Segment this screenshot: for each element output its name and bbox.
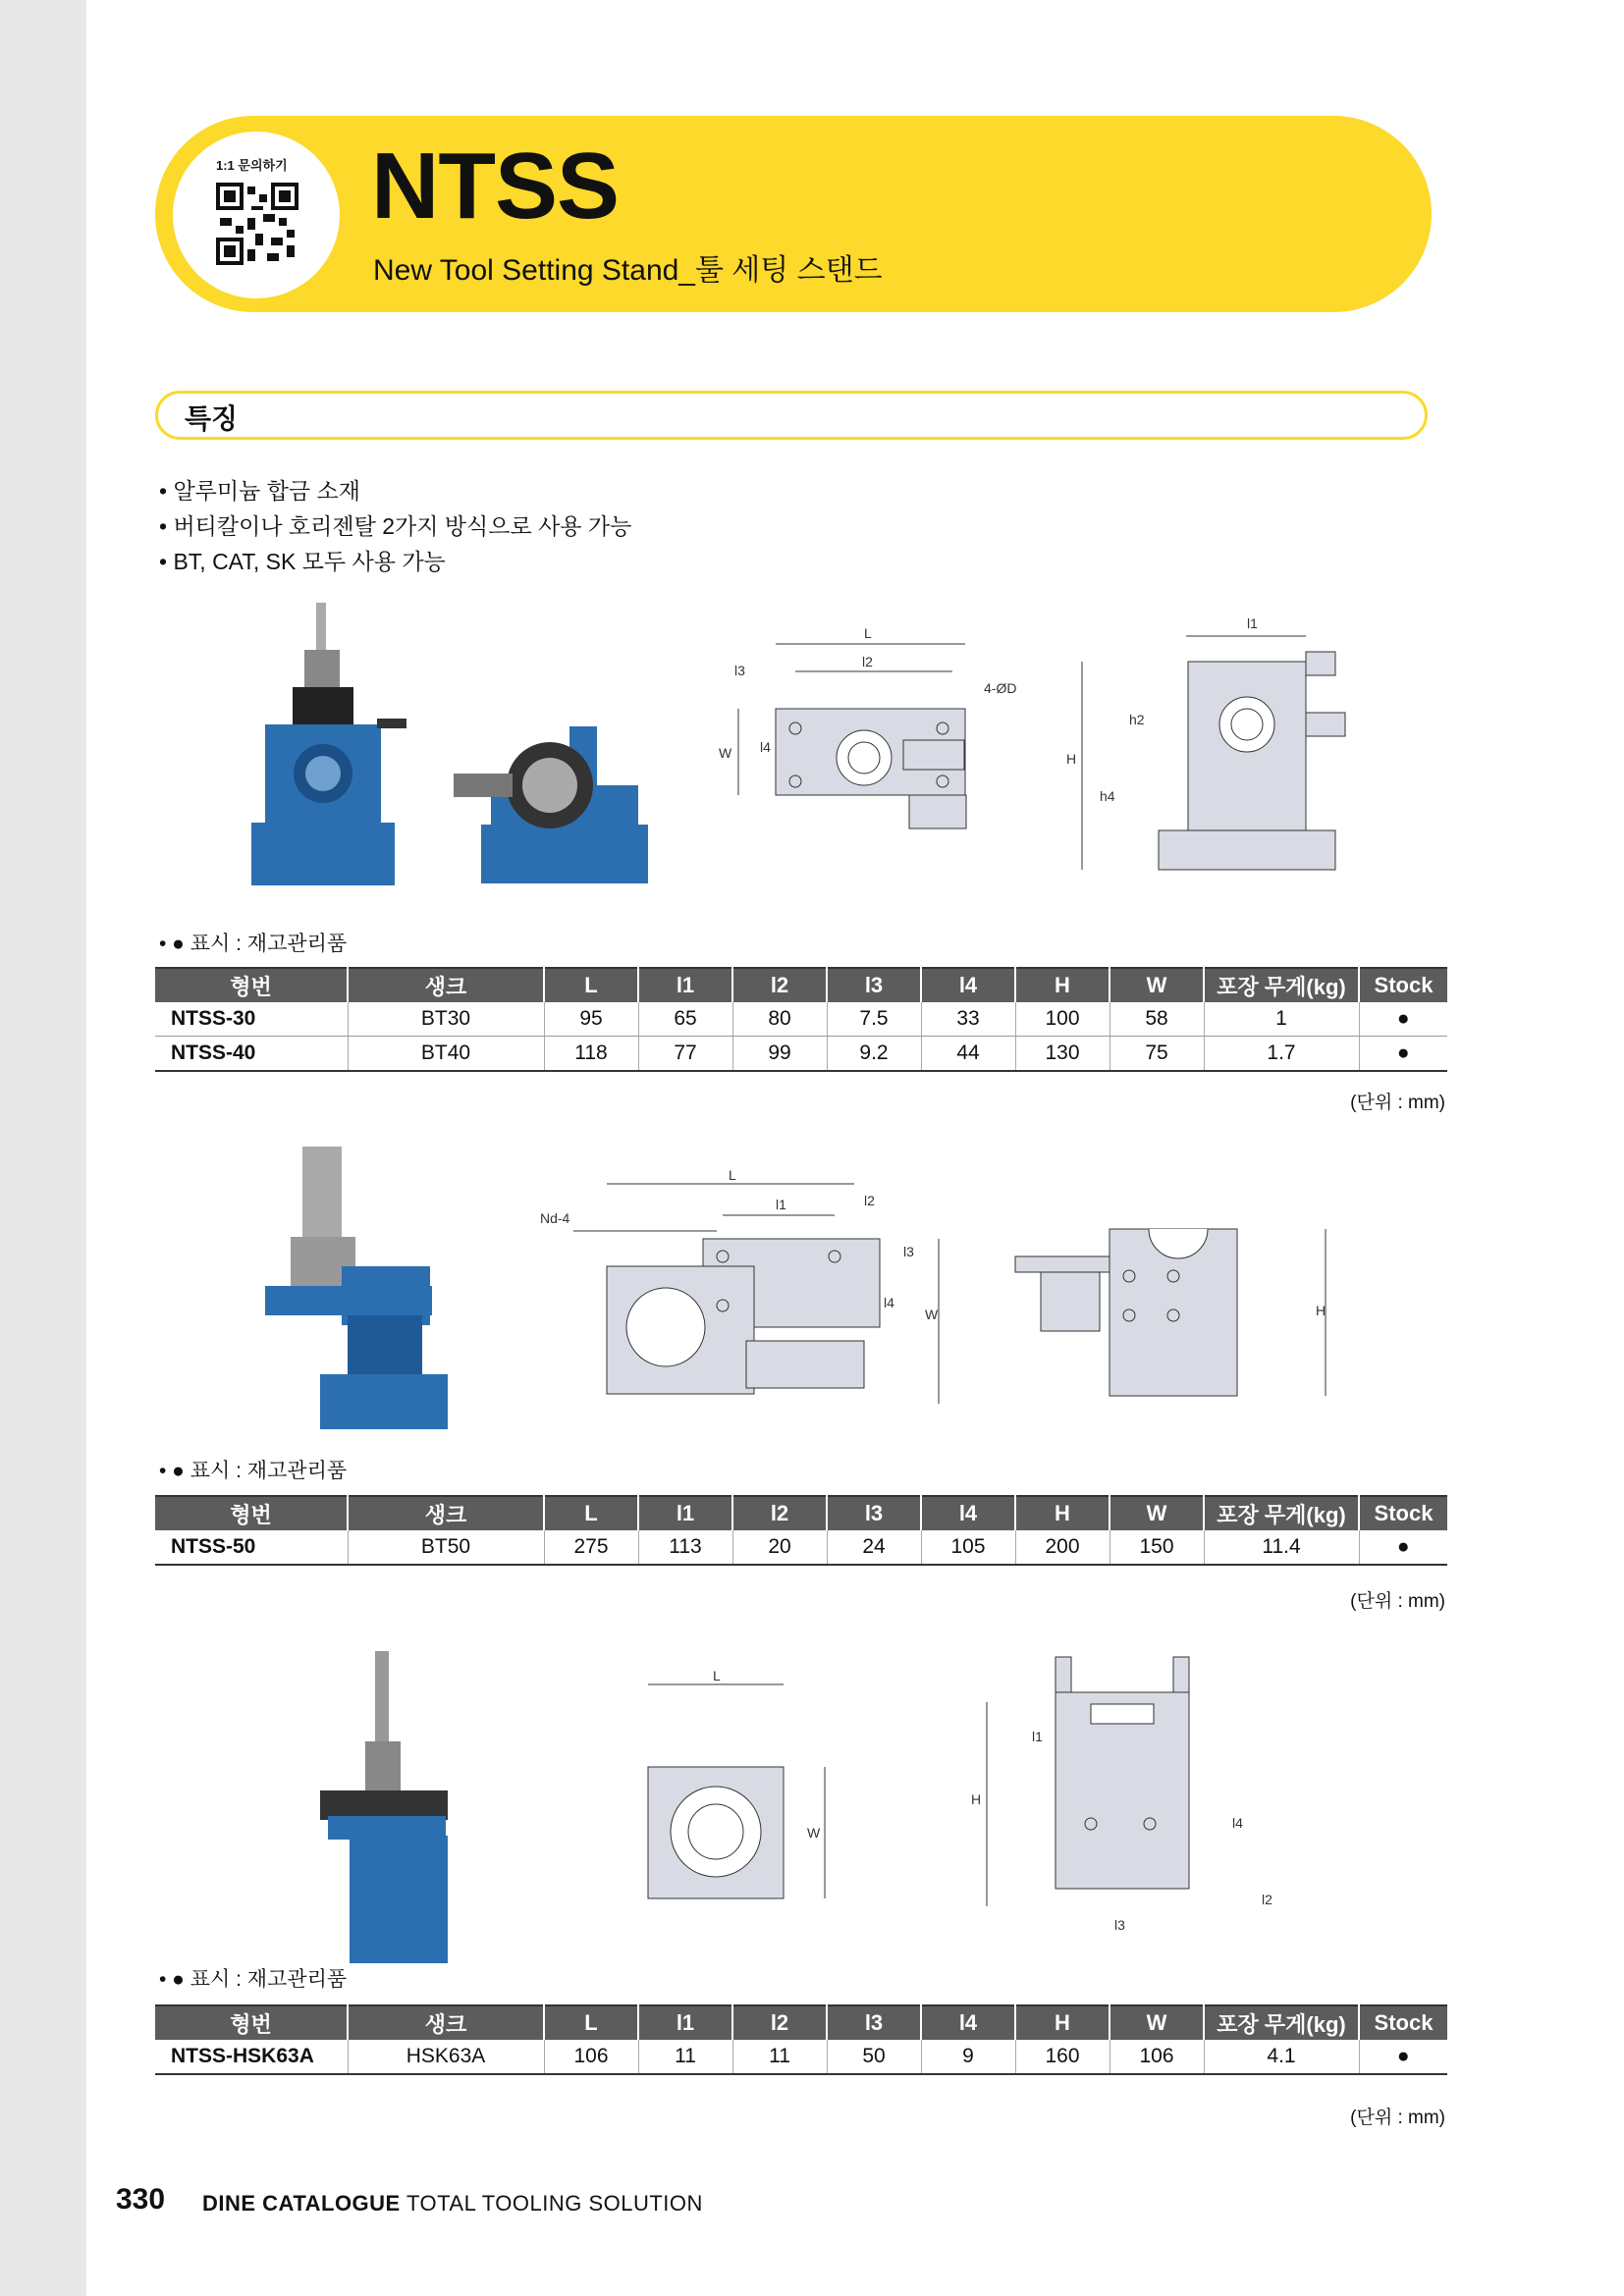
dim-label: L [729,1167,736,1183]
table-cell: 4.1 [1204,2040,1359,2074]
table-cell: 11 [638,2040,732,2074]
table-header-cell: H [1015,1496,1110,1530]
qr-code-icon[interactable] [216,183,298,265]
page-number: 330 [116,2183,166,2216]
product-photo-ntss-50 [253,1139,460,1433]
table-header-cell: l3 [827,2005,921,2040]
table-cell: 160 [1015,2040,1110,2074]
table-cell: 75 [1110,1037,1204,1072]
dim-label: l3 [903,1244,914,1259]
stock-note: • ● 표시 : 재고관리품 [159,933,348,955]
table-row [155,1002,1447,1037]
table-header-cell: 포장 무게(kg) [1204,2005,1359,2040]
table-cell: 99 [732,1037,827,1072]
dim-label: l3 [734,663,745,678]
product-photo-ntss-horizontal [442,707,648,893]
product-photo-ntss-vertical [236,597,412,891]
table-cell: ● [1359,1002,1447,1037]
table-header-cell: W [1110,968,1204,1002]
stock-note: • ● 표시 : 재고관리품 [159,1968,348,1991]
model-code-cell: NTSS-40 [155,1037,348,1072]
table-header-cell: l4 [921,968,1015,1002]
dim-label: W [807,1825,821,1841]
table-cell: 58 [1110,1002,1204,1037]
stock-note: • ● 표시 : 재고관리품 [159,1460,348,1482]
drawing-ntss-top-view [677,618,1017,854]
table-header-cell: l2 [732,1496,827,1530]
table-cell: 105 [921,1530,1015,1565]
table-row [155,2040,1447,2074]
table-header-cell: 생크 [348,2005,544,2040]
table-cell: 150 [1110,1530,1204,1565]
unit-note: (단위 : mm) [1350,1591,1445,1612]
side-strip [0,0,86,2296]
table-cell: 1.7 [1204,1037,1359,1072]
table-header-cell: l3 [827,1496,921,1530]
table-cell: 9 [921,2040,1015,2074]
features-label: 특징 [185,403,239,434]
table-header-cell: l1 [638,1496,732,1530]
table-header-cell: 형번 [155,2005,348,2040]
feature-item: • BT, CAT, SK 모두 사용 가능 [159,544,631,579]
dim-label: Nd-4 [540,1210,570,1226]
dim-label: W [719,745,732,761]
table-header-cell: L [544,1496,638,1530]
table-cell: 77 [638,1037,732,1072]
table-cell: 80 [732,1002,827,1037]
table-cell: 200 [1015,1530,1110,1565]
table-header-cell: l4 [921,1496,1015,1530]
table-cell: 118 [544,1037,638,1072]
dim-label: H [971,1791,982,1807]
footer-brand-bold: DINE CATALOGUE [202,2191,401,2216]
dim-label: l4 [760,739,771,755]
table-cell: 130 [1015,1037,1110,1072]
table-cell: 20 [732,1530,827,1565]
table-row [155,1037,1447,1072]
table-header-cell: l2 [732,968,827,1002]
dim-label: 4-ØD [984,680,1017,696]
table-header-cell: l4 [921,2005,1015,2040]
table-header-cell: 생크 [348,1496,544,1530]
drawing-ntss-hsk63a-top-view [628,1669,844,1904]
page-title: NTSS [371,133,620,239]
table-cell: 65 [638,1002,732,1037]
product-photo-ntss-hsk63a [310,1643,458,1967]
table-cell: ● [1359,1037,1447,1072]
table-cell: 9.2 [827,1037,921,1072]
drawing-ntss-hsk63a-side-view [967,1653,1291,1938]
table-header-cell: 포장 무게(kg) [1204,1496,1359,1530]
table-cell: 275 [544,1530,638,1565]
spec-table-ntss-50 [155,1495,1447,1566]
dim-label: h4 [1100,788,1115,804]
drawing-ntss-side-view [1060,616,1375,880]
dim-label: l4 [1232,1815,1243,1831]
features-header [155,391,1428,440]
model-code-cell: NTSS-30 [155,1002,348,1037]
table-header-cell: W [1110,1496,1204,1530]
table-cell: BT50 [348,1530,544,1565]
table-header-cell: l1 [638,968,732,1002]
unit-note: (단위 : mm) [1350,1093,1445,1113]
table-cell: 113 [638,1530,732,1565]
table-header-cell: l3 [827,968,921,1002]
dim-label: l1 [1032,1729,1043,1744]
dim-label: l3 [1114,1917,1125,1933]
table-header-cell: l1 [638,2005,732,2040]
dim-label: H [1066,751,1077,767]
table-cell: 33 [921,1002,1015,1037]
spec-table-ntss-hsk63a [155,2004,1447,2075]
feature-item: • 알루미늄 합금 소재 [159,473,631,508]
table-header-cell: W [1110,2005,1204,2040]
model-code-cell: NTSS-50 [155,1530,348,1565]
table-header-cell: L [544,2005,638,2040]
dim-label: l2 [864,1193,875,1208]
dim-label: h2 [1129,712,1145,727]
table-cell: 50 [827,2040,921,2074]
dim-label: l4 [884,1295,894,1310]
table-cell: 44 [921,1037,1015,1072]
table-header-cell: l2 [732,2005,827,2040]
table-header-cell: Stock [1359,968,1447,1002]
table-cell: 11.4 [1204,1530,1359,1565]
qr-label: 1:1 문의하기 [216,158,288,173]
features-list [159,473,631,579]
unit-note: (단위 : mm) [1350,2108,1445,2128]
table-cell: 95 [544,1002,638,1037]
drawing-ntss-50-top-view [540,1168,962,1414]
footer-brand-rest: TOTAL TOOLING SOLUTION [400,2191,703,2216]
table-header-cell: 포장 무게(kg) [1204,968,1359,1002]
dim-label: H [1316,1303,1326,1318]
table-cell: ● [1359,2040,1447,2074]
table-cell: 11 [732,2040,827,2074]
dim-label: L [713,1668,721,1683]
dim-label: L [864,625,872,641]
dim-label: l2 [862,654,873,669]
table-cell: 106 [1110,2040,1204,2074]
table-header-cell: 형번 [155,968,348,1002]
table-header-cell: L [544,968,638,1002]
page-subtitle: New Tool Setting Stand_툴 세팅 스탠드 [373,254,883,287]
table-cell: BT30 [348,1002,544,1037]
table-cell: 7.5 [827,1002,921,1037]
table-header-cell: 형번 [155,1496,348,1530]
table-header-cell: H [1015,2005,1110,2040]
dim-label: W [925,1307,939,1322]
table-cell: BT40 [348,1037,544,1072]
dim-label: l2 [1262,1892,1272,1907]
table-header-cell: Stock [1359,2005,1447,2040]
table-header-cell: Stock [1359,1496,1447,1530]
footer-brand [202,2191,703,2216]
table-header-cell: H [1015,968,1110,1002]
table-header-cell: 생크 [348,968,544,1002]
spec-table-ntss-30-40 [155,967,1447,1072]
table-cell: 100 [1015,1002,1110,1037]
dim-label: l1 [1247,615,1258,631]
dim-label: l1 [776,1197,786,1212]
table-cell: HSK63A [348,2040,544,2074]
table-cell: 106 [544,2040,638,2074]
table-cell: 24 [827,1530,921,1565]
table-cell: ● [1359,1530,1447,1565]
table-cell: 1 [1204,1002,1359,1037]
feature-item: • 버티칼이나 호리젠탈 2가지 방식으로 사용 가능 [159,508,631,544]
model-code-cell: NTSS-HSK63A [155,2040,348,2074]
table-row [155,1530,1447,1565]
drawing-ntss-50-side-view [1011,1217,1345,1404]
